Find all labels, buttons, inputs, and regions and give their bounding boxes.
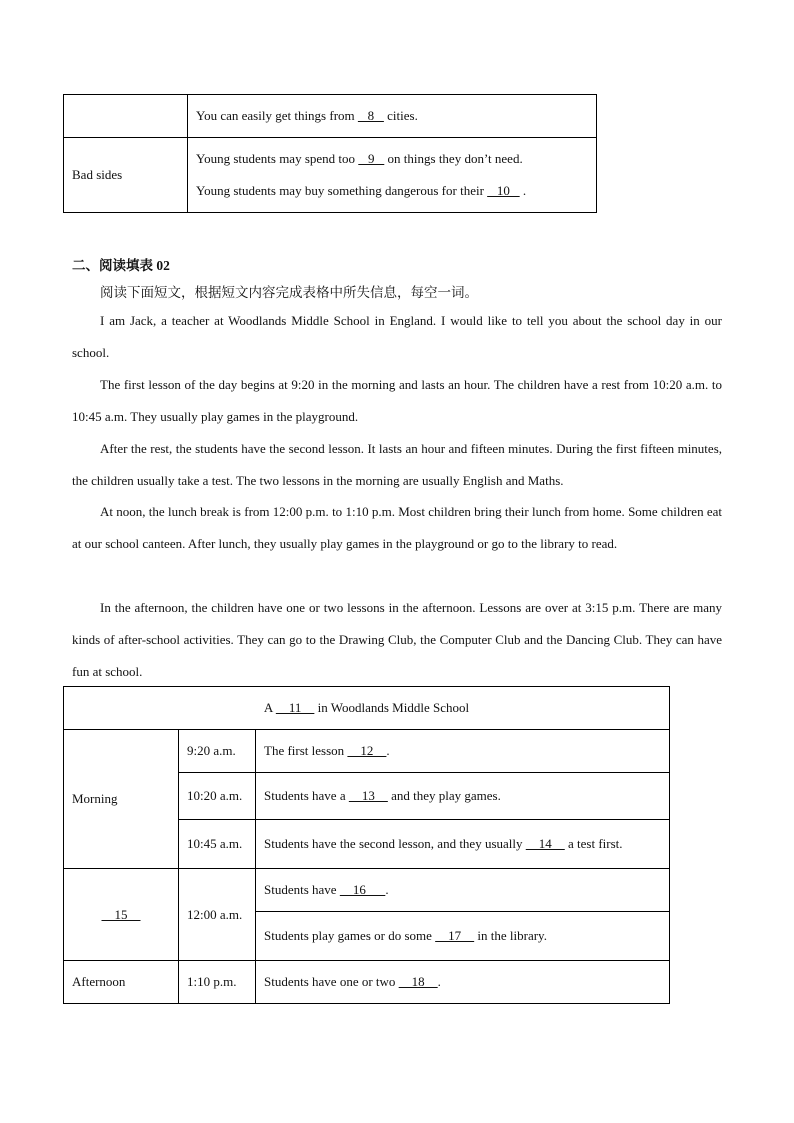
time-cell: 10:45 a.m. bbox=[179, 820, 256, 869]
section-label-morning: Morning bbox=[64, 730, 179, 869]
section-label-afternoon: Afternoon bbox=[64, 961, 179, 1004]
table-row bbox=[64, 138, 597, 213]
activity-cell bbox=[256, 773, 670, 820]
cell-text: The first lesson bbox=[264, 743, 348, 758]
title-text: in Woodlands Middle School bbox=[314, 700, 470, 715]
blank-17: 17 bbox=[435, 928, 475, 943]
cell-text: Young students may spend too bbox=[196, 151, 359, 166]
table-row bbox=[64, 869, 670, 912]
title-text: A bbox=[263, 700, 276, 715]
table-cell-empty bbox=[64, 95, 188, 138]
table-row bbox=[64, 730, 670, 773]
section-label-blank-15 bbox=[64, 869, 179, 961]
blank-15: 15 bbox=[101, 906, 141, 922]
blank-18: 18 bbox=[398, 974, 438, 989]
cell-text: a test first. bbox=[564, 836, 623, 851]
cell-text: Students have bbox=[264, 882, 340, 897]
cell-text: on things they don’t need. bbox=[384, 151, 523, 166]
table-good-bad-sides bbox=[63, 94, 597, 213]
passage-paragraph: After the rest, the students have the second lesson. It lasts an hour and fifteen minutes. During the first fifteen minutes, the children usually take a test. The two lessons in the morning are usually English and Maths. bbox=[72, 441, 722, 488]
time-cell: 1:10 p.m. bbox=[179, 961, 256, 1004]
blank-11: 11 bbox=[275, 700, 315, 715]
cell-text: . bbox=[385, 882, 389, 897]
time-cell: 9:20 a.m. bbox=[179, 730, 256, 773]
activity-cell bbox=[256, 869, 670, 912]
cell-text: Young students may buy something dangerous for their bbox=[196, 183, 488, 198]
passage-paragraph: At noon, the lunch break is from 12:00 p.m. to 1:10 p.m. Most children bring their lunch from home. Some children eat at our school canteen. After lunch, they usually play games in the playground or go to the library to read. bbox=[72, 504, 722, 551]
table-row bbox=[64, 687, 670, 730]
time-cell: 10:20 a.m. bbox=[179, 773, 256, 820]
table-row bbox=[64, 95, 597, 138]
cell-text: . bbox=[386, 743, 390, 758]
blank-13: 13 bbox=[348, 788, 388, 803]
table-cell bbox=[188, 138, 597, 213]
activity-cell bbox=[256, 961, 670, 1004]
blank-10: 10 bbox=[487, 183, 520, 198]
instruction-text: 阅读下面短文，根据短文内容完成表格中所失信息，每空一词。 bbox=[100, 285, 478, 300]
table-cell bbox=[188, 95, 597, 138]
cell-text: Students have one or two bbox=[264, 974, 399, 989]
blank-12: 12 bbox=[347, 743, 387, 758]
section-title: 二、阅读填表 02 bbox=[72, 258, 170, 273]
cell-text: in the library. bbox=[474, 928, 547, 943]
blank-16: 16 bbox=[339, 882, 386, 897]
activity-cell bbox=[256, 820, 670, 869]
passage-paragraph: The first lesson of the day begins at 9:20 in the morning and lasts an hour. The children have a rest from 10:20 a.m. to 10:45 a.m. They usually play games in the playground. bbox=[72, 377, 722, 424]
passage-paragraph: In the afternoon, the children have one or two lessons in the afternoon. Lessons are over at 3:15 p.m. There are many kinds of after-school activities. They can go to the Drawing Club, the Computer Club and the Dancing Club. They can have fun at school. bbox=[72, 600, 722, 679]
cell-text: Students have the second lesson, and they usually bbox=[264, 836, 526, 851]
cell-text: and they play games. bbox=[387, 788, 501, 803]
cell-text: Students play games or do some bbox=[264, 928, 436, 943]
blank-8: 8 bbox=[357, 108, 384, 123]
row-label-bad-sides: Bad sides bbox=[64, 138, 188, 213]
cell-text: You can easily get things from bbox=[196, 108, 358, 123]
activity-cell bbox=[256, 912, 670, 961]
passage-paragraph: I am Jack, a teacher at Woodlands Middle School in England. I would like to tell you about the school day in our school. bbox=[72, 313, 722, 360]
cell-text: cities. bbox=[383, 108, 418, 123]
activity-cell bbox=[256, 730, 670, 773]
table-row bbox=[64, 961, 670, 1004]
time-cell: 12:00 a.m. bbox=[179, 869, 256, 961]
cell-text: . bbox=[519, 183, 527, 198]
cell-text: Students have a bbox=[264, 788, 349, 803]
table-school-day bbox=[63, 686, 670, 1004]
blank-14: 14 bbox=[525, 836, 565, 851]
table-title bbox=[64, 687, 670, 730]
cell-text: . bbox=[437, 974, 441, 989]
blank-9: 9 bbox=[358, 151, 385, 166]
